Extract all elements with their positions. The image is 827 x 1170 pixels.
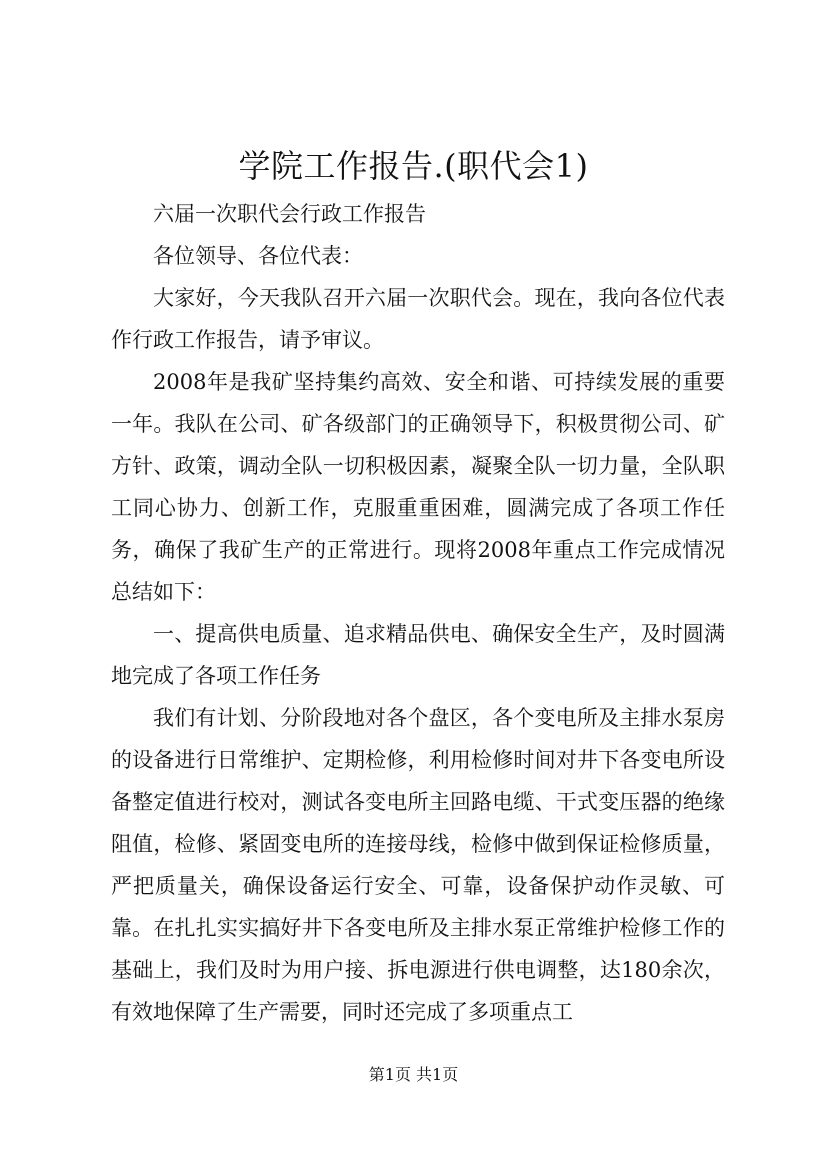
paragraph-section-one-heading: 一、提高供电质量、追求精品供电、确保安全生产，及时圆满地完成了各项工作任务 — [111, 622, 725, 688]
document-body — [111, 193, 725, 1033]
paragraph-section-one-body: 我们有计划、分阶段地对各个盘区，各个变电所及主排水泵房的设备进行日常维护、定期检修，利用检修时间对井下各变电所设备整定值进行校对，测试各变电所主回路电缆、干式变压器的绝缘阻值，检修、紧固变电所的连接母线，检修中做到保证检修质量，严把质量关，确保设备运行安全、可靠，设备保护动作灵敏、可靠。在扎扎实实搞好井下各变电所及主排水泵正常维护检修工作的基础上，我们及时为用户接、拆电源进行供电调整，达180余次，有效地保障了生产需要，同时还完成了多项重点工 — [111, 706, 725, 1024]
paragraph-summary-2008: 2008年是我矿坚持集约高效、安全和谐、可持续发展的重要一年。我队在公司、矿各级部门的正确领导下，积极贯彻公司、矿方针、政策，调动全队一切积极因素，凝聚全队一切力量，全队职工同心协力、创新工作，克服重重困难，圆满完成了各项工作任务，确保了我矿生产的正常进行。现将2008年重点工作完成情况总结如下： — [111, 370, 725, 604]
paragraph-opening: 大家好，今天我队召开六届一次职代会。现在，我向各位代表作行政工作报告，请予审议。 — [111, 286, 725, 352]
paragraph-report-heading: 六届一次职代会行政工作报告 — [153, 202, 426, 226]
document-title: 学院工作报告.(职代会1) — [238, 147, 589, 185]
page-footer: 第1页 共1页 — [368, 1065, 459, 1084]
paragraph-salutation: 各位领导、各位代表： — [153, 244, 363, 268]
